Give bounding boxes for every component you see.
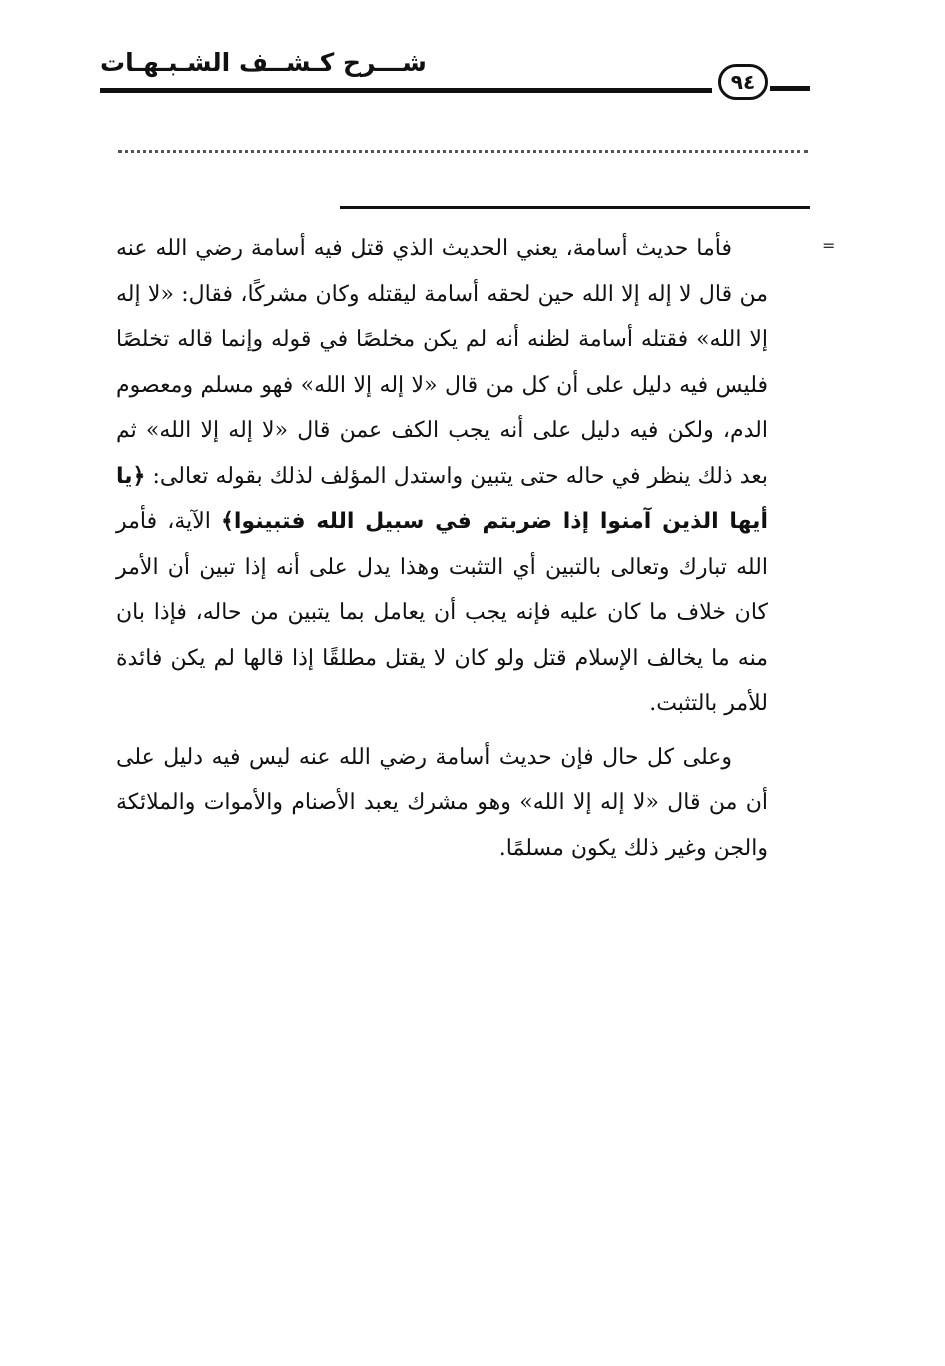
paragraph-1 — [116, 226, 768, 727]
header-rule — [100, 88, 712, 93]
running-header-title: شـــرح كـشــف الشـبـهـات — [100, 48, 427, 77]
footnote-rule — [340, 206, 810, 209]
header-rule-end — [770, 86, 810, 91]
page-number-badge: ٩٤ — [718, 64, 768, 100]
dotted-separator — [118, 150, 808, 153]
paragraph-2: وعلى كل حال فإن حديث أسامة رضي الله عنه ليس فيه دليل على أن من قال «لا إله إلا الله» وهو مشرك يعبد الأصنام والأموات والملائكة والجن وغير ذلك يكون مسلمًا. — [116, 744, 768, 861]
continuation-mark: = — [822, 236, 836, 255]
body-text — [116, 226, 768, 879]
paragraph-1-text: فأما حديث أسامة، يعني الحديث الذي قتل فيه أسامة رضي الله عنه من قال لا إله إلا الله حين لحقه أسامة ليقتله وكان مشركًا، فقال: «لا إله إلا الله» فقتله أسامة لظنه أنه لم يكن مخلصًا في قوله وإنما قاله تخلصًا فليس فيه دليل على أن كل من قال «لا إله إلا الله» فهو مسلم ومعصوم الدم، ولكن فيه دليل على أنه يجب الكف عمن قال «لا إله إلا الله» ثم بعد ذلك ينظر في حاله حتى يتبين واستدل المؤلف لذلك بقوله تعالى: — [116, 236, 768, 489]
paragraph-1-continuation: الآية، فأمر الله تبارك وتعالى بالتبين أي التثبت وهذا يدل على أنه إذا تبين أن الأمر كان خلاف ما كان عليه فإنه يجب أن يعامل بما يتبين من حاله، فإذا بان منه ما يخالف الإسلام قتل ولو كان لا يقتل مطلقًا إذا قالها لم يكن فائدة للأمر بالتثبت. — [116, 509, 768, 716]
quran-verse: ﴿يا أيها الذين آمنوا إذا ضربتم في سبيل الله فتبينوا﴾ — [116, 463, 768, 534]
